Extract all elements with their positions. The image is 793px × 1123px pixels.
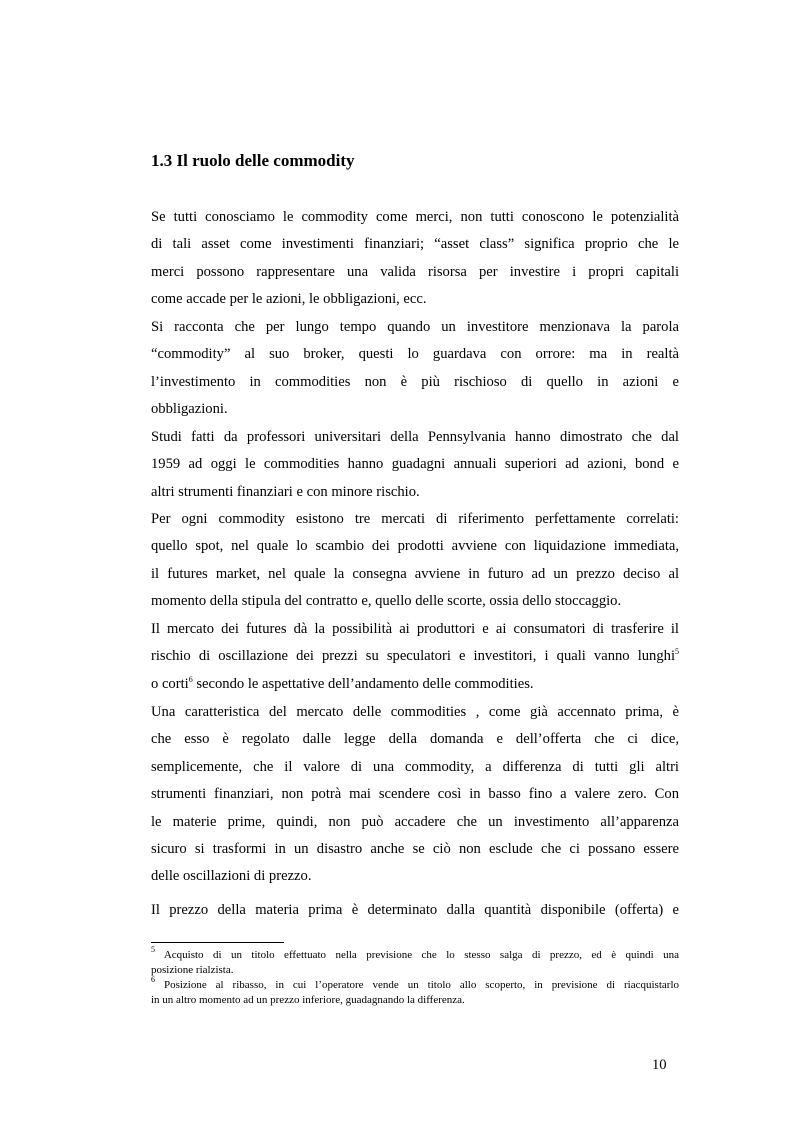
text-line: “commodity” al suo broker, questi lo guardava con orrore: ma in realtà [151,346,679,363]
text-run: Posizione al ribasso, in cui l’operatore vende un titolo allo scoperto, in previsione di riacquistarlo [155,979,679,991]
text-line: Per ogni commodity esistono tre mercati di riferimento perfettamente correlati: [151,511,679,527]
footnote [151,975,679,1007]
text-line: strumenti finanziari, non potrà mai scendere così in basso fino a valere zero. Con [151,786,679,803]
text-line: altri strumenti finanziari e con minore rischio. [151,483,420,500]
text-line: Si racconta che per lungo tempo quando un investitore menzionava la parola [151,319,679,335]
text-run: rischio di oscillazione dei prezzi su speculatori e investitori, i quali vanno lunghi [151,648,675,665]
text-line [151,945,679,963]
paragraph [151,897,679,924]
text-line: delle oscillazioni di prezzo. [151,868,312,885]
text-line: Il mercato dei futures dà la possibilità ai produttori e ai consumatori di trasferire il [151,621,679,637]
text-line [151,671,679,698]
paragraph [151,314,679,424]
text-line: Se tutti conosciamo le commodity come merci, non tutti conoscono le potenzialità [151,209,679,225]
text-line: Studi fatti da professori universitari della Pennsylvania hanno dimostrato che dal [151,429,679,445]
text-line: 1959 ad oggi le commodities hanno guadagni annuali superiori ad azioni, bond e [151,456,679,473]
paragraph [151,204,679,314]
text-line: le materie prime, quindi, non può accadere che un investimento all’apparenza [151,813,679,830]
text-line: Il prezzo della materia prima è determinato dalla quantità disponibile (offerta) e [151,902,679,918]
page-number: 10 [652,1057,667,1073]
text-run: o corti [151,675,189,692]
footnote [151,945,679,977]
text-line: obbligazioni. [151,401,228,418]
paragraph [151,424,679,506]
paragraph [151,699,679,891]
footnote-ref[interactable]: 6 [188,674,193,684]
text-line: che esso è regolato dalle legge della domanda e dell’offerta che ci dice, [151,731,679,748]
text-line: l’investimento in commodities non è più rischioso di quello in azioni e [151,373,679,390]
footnote-number: 5 [151,945,155,954]
text-line: di tali asset come investimenti finanziari; “asset class” significa proprio che le [151,236,679,253]
section-heading: 1.3 Il ruolo delle commodity [151,151,355,170]
text-line [151,643,679,670]
text-line: come accade per le azioni, le obbligazioni, ecc. [151,291,427,308]
text-line: momento della stipula del contratto e, quello delle scorte, ossia dello stoccaggio. [151,593,622,610]
text-line: Una caratteristica del mercato delle commodities , come già accennato prima, è [151,704,679,720]
footnote-ref[interactable]: 5 [675,647,679,657]
footnote-number: 6 [151,975,155,984]
text-line: in un altro momento ad un prezzo inferiore, guadagnando la differenza. [151,993,465,1006]
text-line: sicuro si trasformi in un disastro anche se ciò non esclude che ci possano essere [151,840,679,857]
text-run: Acquisto di un titolo effettuato nella previsione che lo stesso salga di prezzo, ed è quindi una [155,949,679,961]
text-line: posizione rialzista. [151,963,234,976]
text-run: secondo le aspettative dell’andamento delle commodities. [192,675,534,692]
text-line: il futures market, nel quale la consegna avviene in futuro ad un prezzo deciso al [151,565,679,582]
text-line: quello spot, nel quale lo scambio dei prodotti avviene con liquidazione immediata, [151,538,679,555]
paragraph [151,506,679,616]
paragraph [151,616,679,698]
text-line: merci possono rappresentare una valida risorsa per investire i propri capitali [151,263,679,280]
text-line [151,975,679,993]
text-line: semplicemente, che il valore di una commodity, a differenza di tutti gli altri [151,758,679,775]
footnote-separator [151,942,284,943]
